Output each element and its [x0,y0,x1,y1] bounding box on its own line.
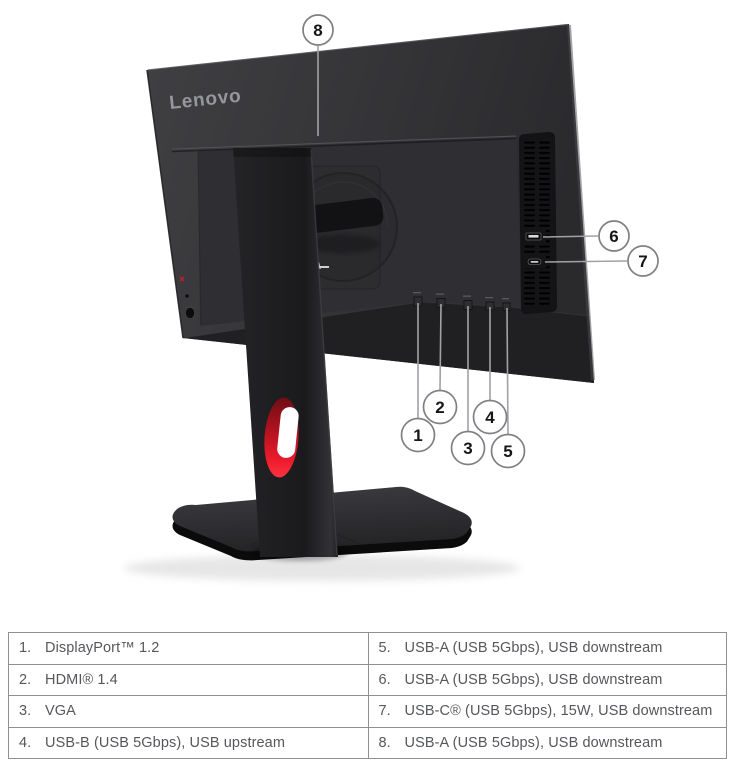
legend-cell-3 [9,696,368,727]
legend-text: USB-A (USB 5Gbps), USB downstream [404,734,663,751]
callout-1 [402,419,435,452]
legend-row [9,695,726,727]
svg-text:7: 7 [638,252,648,271]
callout-8 [303,15,333,45]
legend-text: USB-B (USB 5Gbps), USB upstream [45,734,286,751]
callout-3 [452,432,485,465]
legend-number: 5. [378,640,391,657]
legend-text: DisplayPort™ 1.2 [45,640,160,657]
callout-7 [628,246,658,276]
svg-text:5: 5 [503,442,513,461]
legend-number: 7. [378,703,391,720]
legend-text: VGA [45,703,76,720]
legend-cell-6 [368,665,727,696]
callout-5 [492,435,525,468]
callout-6 [599,221,629,251]
lenovo-logo: Lenovo [168,85,243,114]
pinhole [185,294,188,297]
callout-2 [424,391,457,424]
power-joystick [185,307,194,318]
legend-cell-5 [368,633,727,664]
legend-number: 2. [19,671,32,688]
legend-number: 6. [378,671,391,688]
svg-text:4: 4 [485,408,495,427]
svg-text:3: 3 [463,439,473,458]
legend-number: 4. [19,734,32,751]
legend-row [9,727,726,759]
side-vent-panel [519,132,557,314]
legend-number: 8. [378,734,391,751]
legend-text: USB-A (USB 5Gbps), USB downstream [404,640,663,657]
legend-cell-2 [9,665,368,696]
legend-row [9,664,726,696]
ports-legend-table [8,632,727,759]
legend-cell-4 [9,728,368,759]
usb-c-side-port [528,259,541,265]
legend-cell-1 [9,633,368,664]
usb-a-side-port [526,233,541,240]
legend-number: 1. [19,640,32,657]
legend-number: 3. [19,703,32,720]
legend-cell-7 [368,696,727,727]
legend-text: HDMI® 1.4 [45,671,118,688]
svg-text:8: 8 [313,21,323,40]
legend-cell-8 [368,728,727,759]
legend-text: USB-C® (USB 5Gbps), 15W, USB downstream [404,703,713,720]
svg-text:6: 6 [609,227,619,246]
legend-text: USB-A (USB 5Gbps), USB downstream [404,671,663,688]
svg-text:2: 2 [435,398,445,417]
svg-text:1: 1 [413,426,423,445]
legend-row [9,633,726,664]
callout-4 [474,401,507,434]
